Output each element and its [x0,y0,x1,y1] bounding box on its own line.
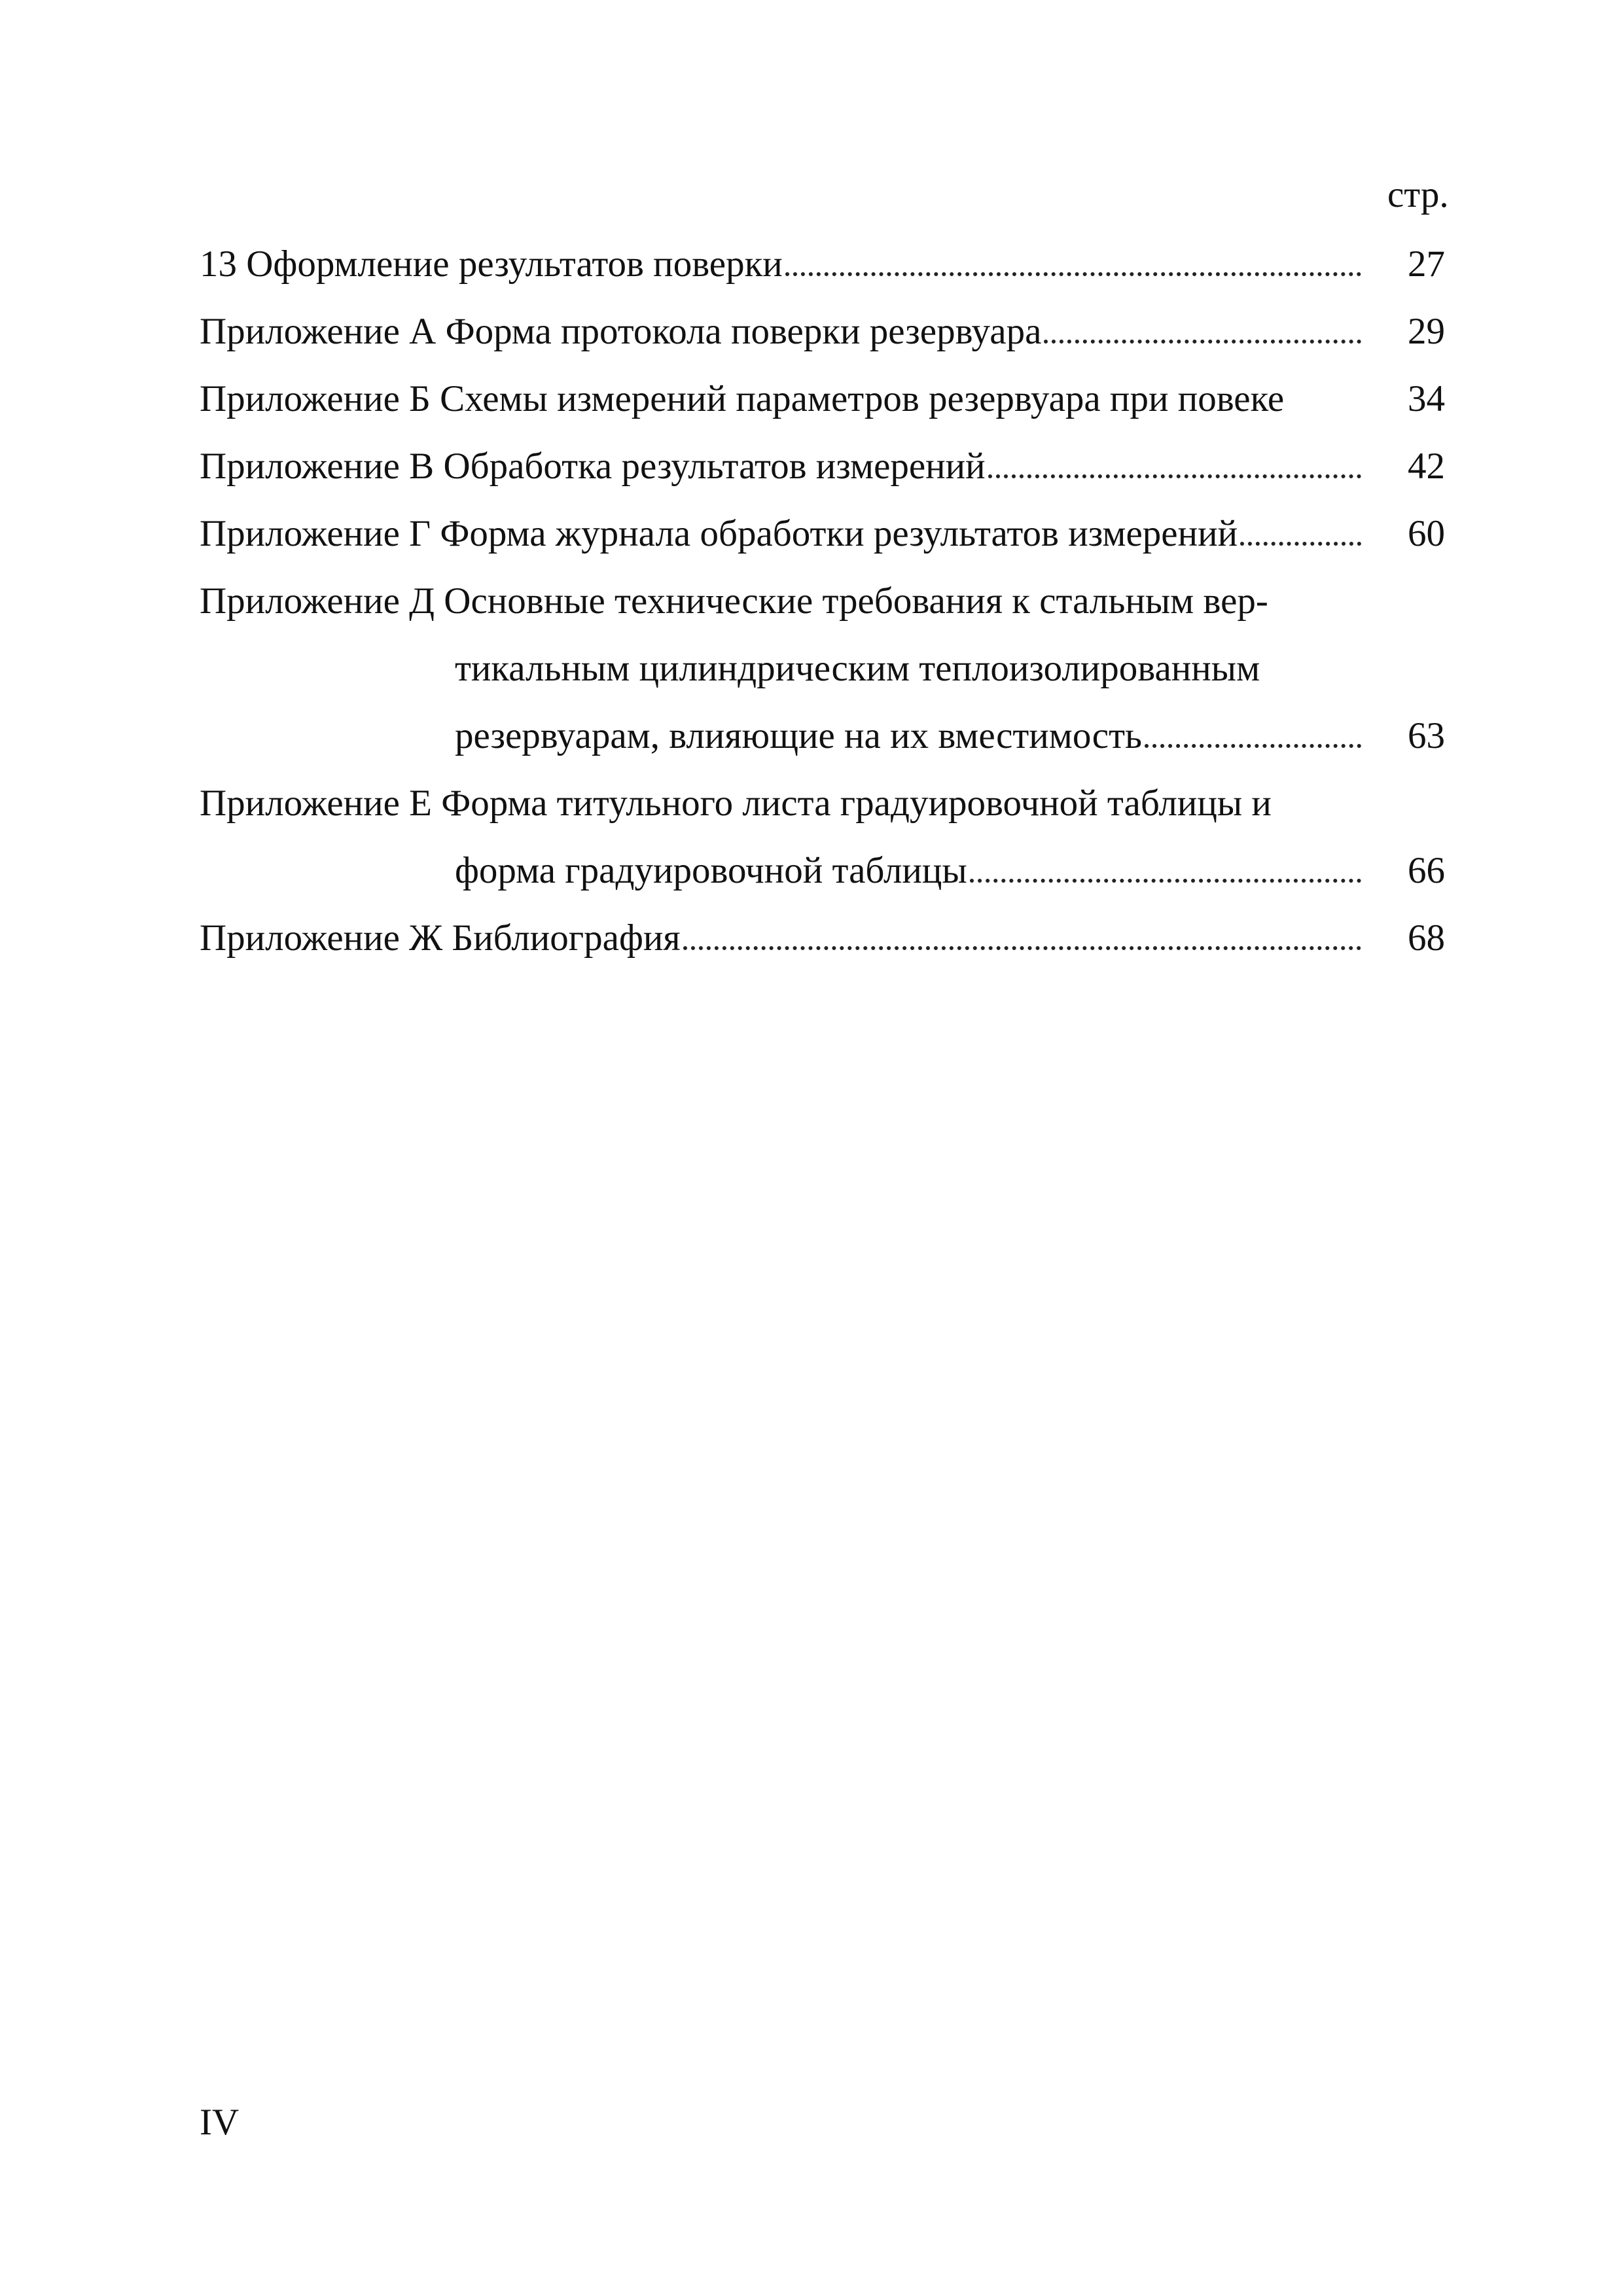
page-footer-number: IV [200,2102,240,2143]
toc-entry-continuation [455,843,1361,889]
toc-entry[interactable] [200,237,1361,283]
toc-entry-title: Приложение А Форма протокола поверки резервуара [200,311,1042,352]
toc-entry[interactable] [200,574,1361,620]
toc-page-number: 63 [1408,715,1445,756]
dot-leader [988,474,1361,478]
toc-entry-title: Приложение Ж Библиография [200,917,681,959]
toc-entry-title: Приложение Б Схемы измерений параметров резервуара при повеке [200,378,1285,419]
toc-page-number: 29 [1408,311,1445,352]
toc-entry-title-continuation: тикальным цилиндрическим теплоизолированным [455,648,1260,689]
toc-entry[interactable] [200,911,1361,957]
toc-entry-continuation [455,709,1361,754]
toc-entry-title: 13 Оформление результатов поверки [200,243,783,285]
toc-entry[interactable] [200,304,1361,350]
toc-page-number: 34 [1408,378,1445,419]
toc-entry[interactable] [200,506,1361,552]
dot-leader [785,272,1361,276]
toc-page-number: 68 [1408,917,1445,959]
toc-entry-title-continuation: резервуарам, влияющие на их вместимость [455,715,1142,756]
toc-entry[interactable] [200,776,1361,822]
dot-leader [1145,744,1361,748]
toc-page-number: 42 [1408,446,1445,487]
toc-page-number: 27 [1408,243,1445,285]
toc-page-number: 60 [1408,513,1445,554]
toc-entry-title: Приложение Е Форма титульного листа градуировочной таблицы и [200,783,1272,824]
page-column-header: стр. [1387,174,1449,215]
toc-entry-title-continuation: форма градуировочной таблицы [455,850,967,891]
dot-leader [1240,542,1361,546]
toc-entry-title: Приложение Д Основные технические требования к стальным вер- [200,580,1268,622]
toc-page-number: 66 [1408,850,1445,891]
toc-entry-continuation [455,641,1361,687]
toc-entry[interactable] [200,439,1361,485]
dot-leader [683,946,1361,950]
toc-entry[interactable] [200,372,1361,417]
toc-entry-title: Приложение Г Форма журнала обработки результатов измерений [200,513,1238,554]
toc-entry-title: Приложение В Обработка результатов измерений [200,446,986,487]
dot-leader [1044,340,1361,344]
dot-leader [970,879,1361,883]
